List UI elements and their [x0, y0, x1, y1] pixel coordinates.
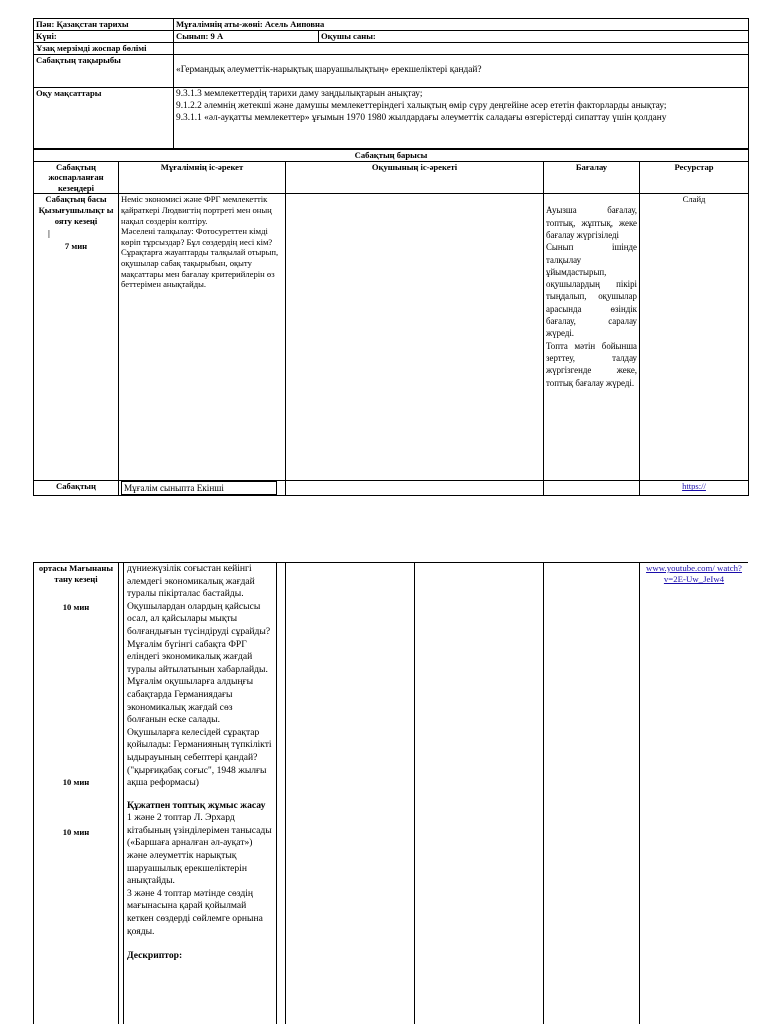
students-count-cell: Оқушы саны:	[319, 31, 749, 43]
row1-stage	[34, 194, 119, 481]
lesson-plan-page-1	[33, 18, 748, 496]
row1-stage-label: Сабақтың басы Қызығушылықт ы ояту кезеңі	[38, 194, 114, 226]
row2-student-activity	[286, 481, 544, 496]
row2-stage: Сабақтың	[34, 481, 119, 496]
resource-link[interactable]: https://	[682, 481, 706, 492]
col-resources-header: Ресурстар	[640, 161, 749, 194]
text-cursor: |	[48, 228, 50, 239]
row2-student-activity-cont	[286, 563, 544, 1024]
time-3: 10 мин	[62, 827, 90, 838]
row2-resource	[640, 481, 749, 496]
progress-table	[33, 149, 749, 496]
row1-teacher-activity: Неміс экономисі және ФРГ мемлекеттік қайраткері Людвигтің портреті мен оның нақыл сөздерін көлтіру. Мәселені талқылау: Фотосуреттен кімді көріп тұрсыздар? Бұл сөздердің иесі кім? Сұрақтарға жауаптарды талқылай отырып, оқушылар сабақ тақырыбын, оқыту мақсаттары мен бағалау критерийлерін өз беттерімен анықтайды.	[119, 194, 286, 481]
col-assessment-header: Бағалау	[544, 161, 640, 194]
progress-header: Сабақтың барысы	[34, 150, 749, 162]
row1-resource: Слайд	[640, 194, 749, 481]
group-work-text: 1 және 2 топтар Л. Эрхард кітабының үзінділерімен танысады («Баршаға арналған әл-ауқат») және әлеуметтік нарықтық шаруашылық ерекшеліктерін анықтайды. 3 және 4 топтар мәтінде сөздің мағынасына қарай қойылмай кеткен сөздерді сөйлемге орнына қояды.	[127, 812, 272, 937]
topic-label: Сабақтың тақырыбы	[34, 55, 174, 88]
row2-resource-cont	[640, 563, 749, 1024]
objective-1: 9.3.1.3 мемлекеттердің тарихи даму заңдылықтарын анықтау;	[176, 89, 423, 99]
header-table	[33, 18, 749, 149]
topic-value: «Германдық әлеуметтік-нарықтық шаруашылықтың» ерекшеліктері қандай?	[174, 55, 749, 88]
progress-table-continued	[33, 562, 748, 1024]
row1-assessment: Ауызша бағалау, топтық, жұптық, жеке бағалау жүргізіледі Сынып ішінде талқылау ұйымдастырып, оқушылардың пікірі тыңдалып, оқушылар арасында өзіндік бағалау, саралау жүреді. Топта мәтін бойынша зерттеу, талдау жүргізгенде жеке, топтық бағалау жүреді.	[544, 194, 640, 481]
row2-teacher-text: Мұғалім сыныпта Екінші	[121, 481, 277, 495]
col-stage-header: Сабақтың жоспарланған кезеңдері	[34, 161, 119, 194]
objectives-list	[174, 88, 749, 149]
subject-cell: Пән: Қазақстан тарихы	[34, 19, 174, 31]
objectives-label: Оқу мақсаттары	[34, 88, 174, 149]
row1-time: 7 мин	[64, 240, 88, 251]
col-teacher-header: Мұғалімнің іс-әрекет	[119, 161, 286, 194]
youtube-link[interactable]: www.youtube.com/ watch?v=2E-Uw_JeIw4	[646, 563, 742, 584]
row2-assessment	[544, 481, 640, 496]
row2-stage-cont	[34, 563, 119, 1024]
lesson-plan-page-2	[33, 562, 748, 1024]
long-plan-label: Ұзақ мерзімді жоспар бөлімі	[34, 43, 174, 55]
teacher-text: дүниежүзілік соғыстан кейінгі әлемдегі экономикалық жағдай туралы пікірталас бастайды. Оқушылардан олардың қайсысы осал, ал қайсылары мықты болғандығын түсіндіруді сұрайды? Мұғалім бүгінгі сабақта ФРГ еліндегі экономикалық жағдай туралы айтылатынын хабарлайды. Мұғалім оқушыларға алдыңғы сабақтарда Германиядағы экономикалық жағдай сөз болғанын еске салады. Оқушыларға келесідей сұрақтар қойылады: Германияның түпкілікті ыдырауының себептері қандай? ("қырғиқабақ соғыс", 1948 жылғы ақша реформасы)	[127, 563, 272, 789]
objective-2: 9.1.2.2 әлемнің жетекші және дамушы мемлекеттеріндегі халықтың өмір сүру деңгейіне әсер ететін факторларды анықтау;	[176, 101, 667, 111]
long-plan-value	[174, 43, 749, 55]
time-2: 10 мин	[62, 776, 90, 787]
row2-assessment-cont	[544, 563, 640, 1024]
row2-stage-label: ортасы Мағынаны тану кезеңі	[38, 563, 114, 584]
time-1: 10 мин	[62, 602, 90, 613]
col-student-header: Оқушының іс-әрекеті	[286, 161, 544, 194]
group-work-title: Құжатпен топтық жұмыс жасау	[127, 799, 266, 811]
row1-student-activity	[286, 194, 544, 481]
row2-teacher-activity	[119, 481, 286, 496]
date-cell: Күні:	[34, 31, 174, 43]
class-cell: Сынып: 9 А	[174, 31, 319, 43]
descriptor-label: Дескриптор:	[127, 950, 183, 962]
teacher-name-cell: Мұғалімнің аты-жөні: Асель Аиповна	[174, 19, 749, 31]
objective-3: 9.3.1.1 «әл-ауқатты мемлекеттер» ұғымын 1970 1980 жылдардағы әлеуметтік саладағы өзгерістерді сипаттау үшін қолдану	[176, 113, 667, 123]
row2-teacher-activity-cont	[119, 563, 286, 1024]
